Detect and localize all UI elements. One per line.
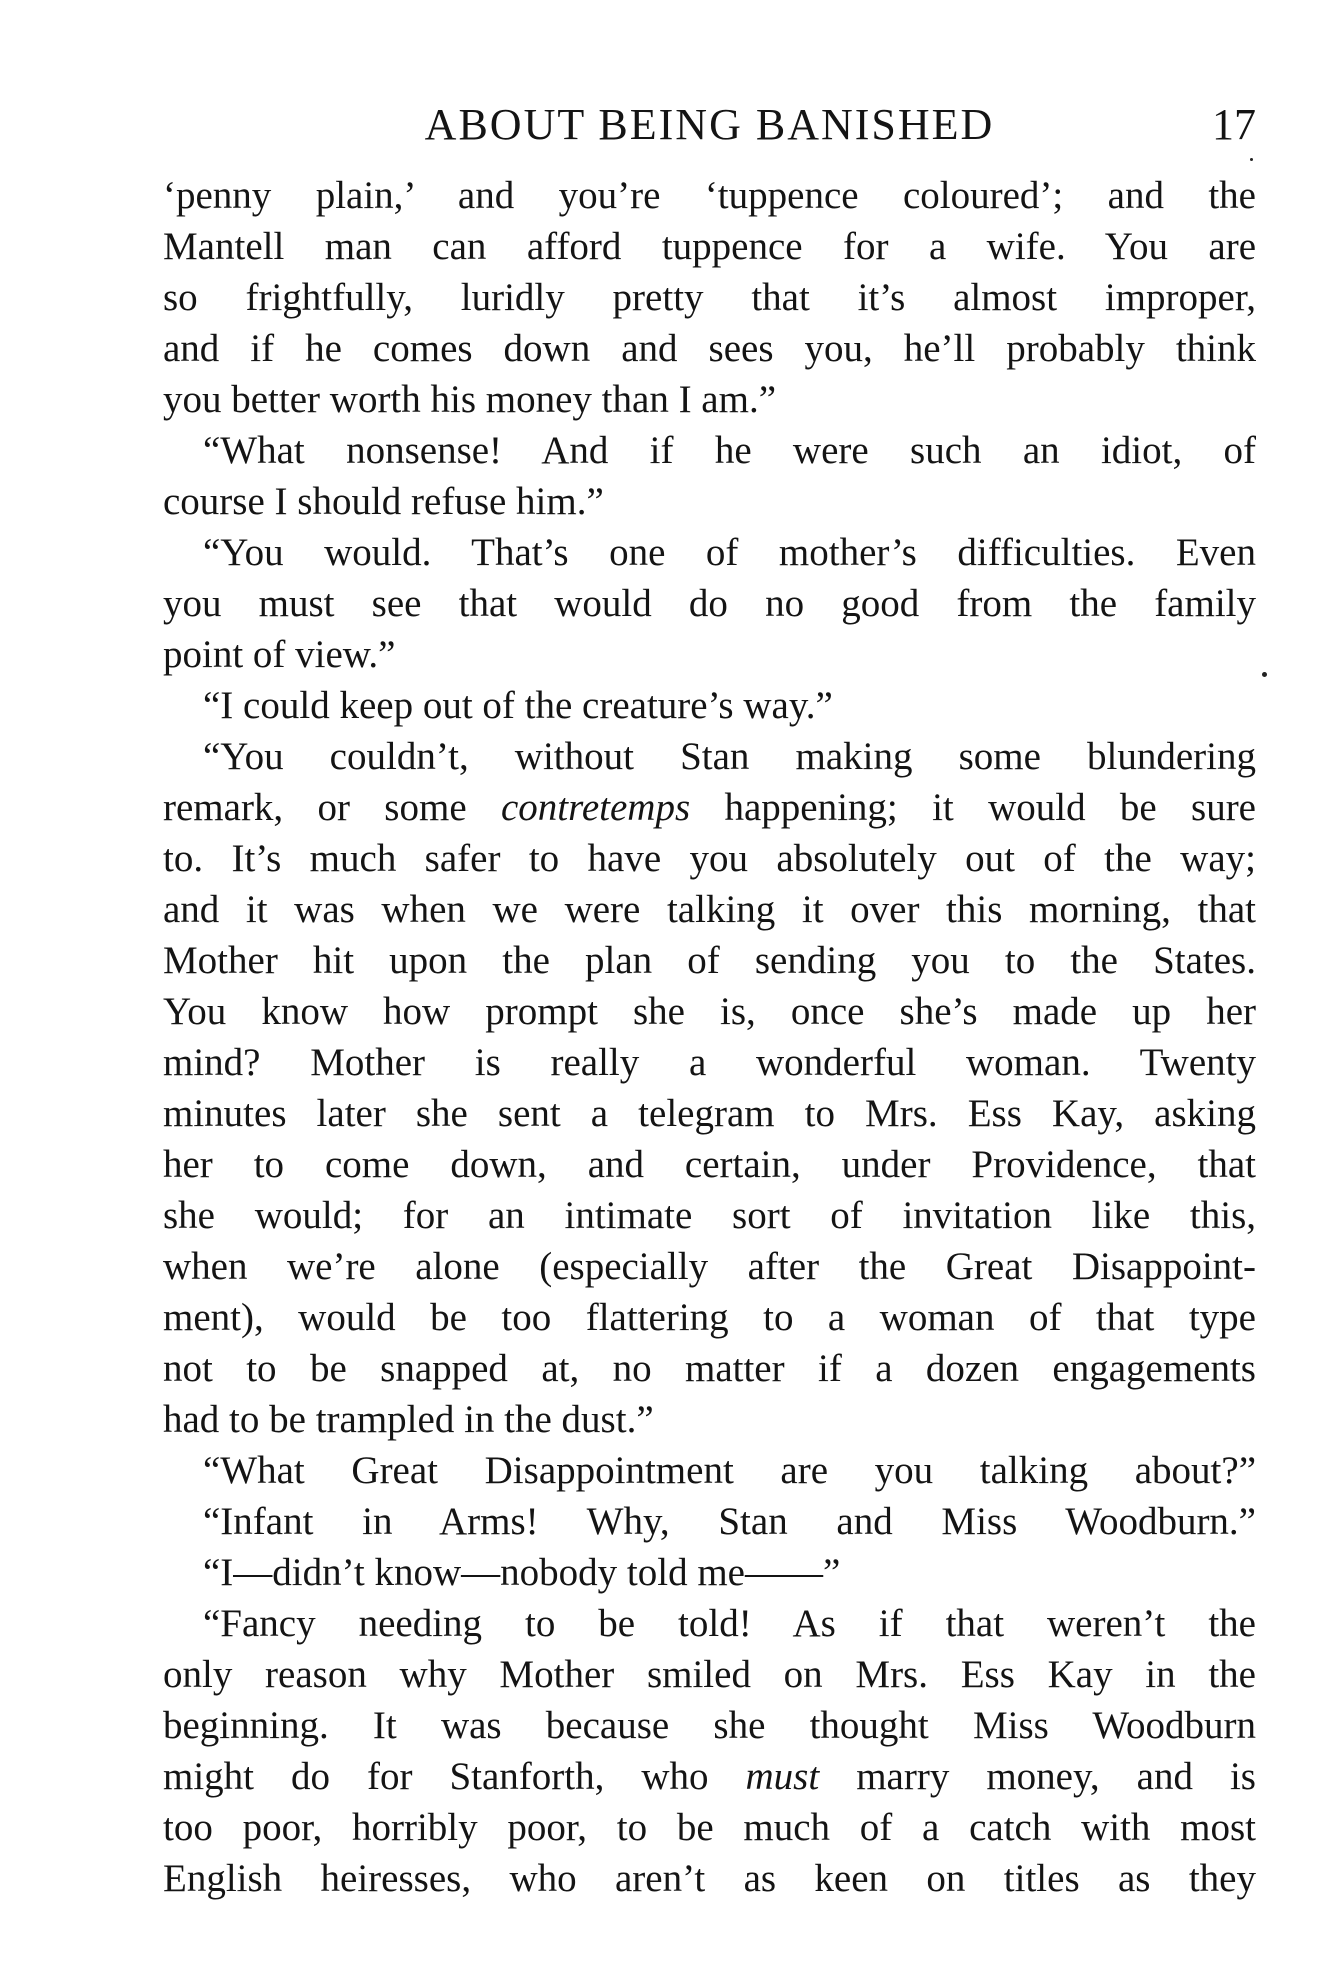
- running-head: [163, 95, 1256, 155]
- text-line: “What nonsense! And if he were such an idiot, of: [203, 429, 1256, 472]
- italic-word: contretemps: [500, 786, 691, 829]
- text-line: You know how prompt she is, once she’s made up her: [163, 990, 1256, 1033]
- text-line: Mother hit upon the plan of sending you to the States.: [163, 939, 1256, 982]
- text-line: mind? Mother is really a wonderful woman. Twenty: [163, 1041, 1256, 1084]
- print-speck: [1262, 672, 1267, 677]
- text-line: too poor, horribly poor, to be much of a catch with most: [163, 1806, 1256, 1849]
- text-line: minutes later she sent a telegram to Mrs. Ess Kay, asking: [163, 1092, 1256, 1135]
- text-line: only reason why Mother smiled on Mrs. Ess Kay in the: [163, 1653, 1256, 1696]
- text-line: to. It’s much safer to have you absolutely out of the way;: [163, 837, 1256, 880]
- text-line: Mantell man can afford tuppence for a wife. You are: [163, 225, 1256, 268]
- text-line: you better worth his money than I am.”: [163, 378, 777, 421]
- text-line: so frightfully, luridly pretty that it’s almost improper,: [163, 276, 1256, 319]
- body-text: [163, 170, 1256, 1904]
- text-line: ‘penny plain,’ and you’re ‘tuppence coloured’; and the: [163, 174, 1256, 217]
- text-line: “I could keep out of the creature’s way.”: [203, 684, 833, 727]
- text-line: she would; for an intimate sort of invitation like this,: [163, 1194, 1256, 1237]
- text-line: “I—didn’t know—nobody told me——”: [203, 1551, 841, 1594]
- page-number: 17: [1212, 100, 1256, 149]
- text-segment: marry money, and is: [819, 1755, 1256, 1798]
- text-segment: remark, or some: [163, 786, 501, 829]
- text-line: “You couldn’t, without Stan making some blundering: [203, 735, 1256, 778]
- print-speck: [1250, 158, 1253, 161]
- text-line: [163, 1751, 1256, 1802]
- text-line: you must see that would do no good from the family: [163, 582, 1256, 625]
- running-title: ABOUT BEING BANISHED: [424, 100, 995, 149]
- text-line: English heiresses, who aren’t as keen on titles as they: [163, 1857, 1256, 1900]
- text-line: “What Great Disappointment are you talking about?”: [203, 1449, 1256, 1492]
- text-segment: happening; it would be sure: [690, 786, 1256, 829]
- text-line: not to be snapped at, no matter if a dozen engagements: [163, 1347, 1256, 1390]
- text-line: ment), would be too flattering to a woman of that type: [163, 1296, 1256, 1339]
- italic-word: must: [745, 1755, 820, 1798]
- text-line: [163, 782, 1256, 833]
- text-line: course I should refuse him.”: [163, 480, 604, 523]
- text-line: and if he comes down and sees you, he’ll probably think: [163, 327, 1256, 370]
- text-line: “You would. That’s one of mother’s difficulties. Even: [203, 531, 1256, 574]
- text-line: and it was when we were talking it over this morning, that: [163, 888, 1256, 931]
- text-segment: might do for Stanforth, who: [163, 1755, 746, 1798]
- text-line: when we’re alone (especially after the Great Disappoint-: [163, 1245, 1256, 1288]
- text-line: point of view.”: [163, 633, 396, 676]
- text-line: “Infant in Arms! Why, Stan and Miss Woodburn.”: [203, 1500, 1256, 1543]
- text-line: had to be trampled in the dust.”: [163, 1398, 654, 1441]
- text-line: beginning. It was because she thought Miss Woodburn: [163, 1704, 1256, 1747]
- text-line: “Fancy needing to be told! As if that weren’t the: [203, 1602, 1256, 1645]
- text-line: her to come down, and certain, under Providence, that: [163, 1143, 1256, 1186]
